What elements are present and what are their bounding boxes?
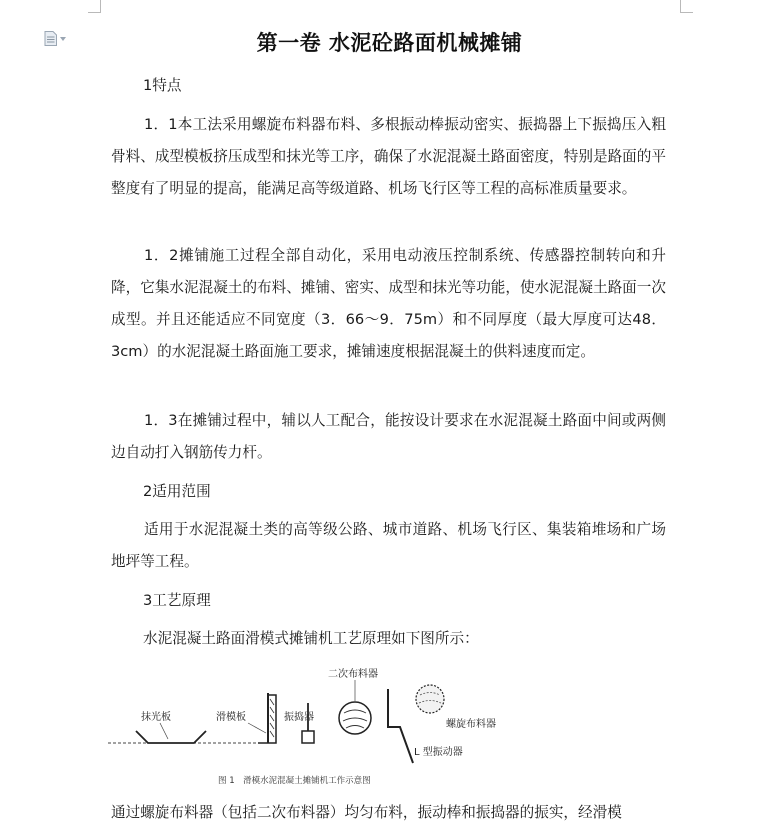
process-diagram [108, 663, 548, 788]
paragraph-3: 水泥混凝土路面滑模式摊铺机工艺原理如下图所示： [143, 630, 479, 647]
crop-mark-left [88, 0, 101, 13]
paragraph-2: 适用于水泥混凝土类的高等级公路、城市道路、机场飞行区、集装箱堆场和广场地坪等工程。 [111, 521, 666, 570]
heading-1: 1特点 [143, 77, 182, 94]
tamper-shape [302, 731, 314, 743]
heading-2: 2适用范围 [143, 483, 211, 500]
document-title: 第一卷 水泥砼路面机械摊铺 [256, 31, 523, 55]
paragraph-last: 通过螺旋布料器（包括二次布料器）均匀布料，振动棒和振捣器的振实，经滑模 [111, 804, 622, 821]
paragraph-1-2: 1．2摊铺施工过程全部自动化，采用电动液压控制系统、传感器控制转向和升降，它集水泥混凝土的布料、摊铺、密实、成型和抹光等功能，使水泥混凝土路面一次成型。并且还能适应不同宽度（3．66～9．75m）和不同厚度（最大厚度可达48．3cm）的水泥混凝土路面施工要求，摊铺速度根据混凝土的供料速度而定。 [111, 247, 666, 360]
paragraph-1-1: 1．1本工法采用螺旋布料器布料、多根振动棒振动密实、振捣器上下振捣压入粗骨料、成型模板挤压成型和抹光等工序，确保了水泥混凝土路面密度，特别是路面的平整度有了明显的提高，能满足高等级道路、机场飞行区等工程的高标准质量要求。 [111, 116, 666, 197]
trowel-plate-shape [136, 731, 206, 743]
label-trowel: 抹光板 [141, 712, 171, 723]
l-vibrator-shape [388, 689, 413, 763]
heading-3: 3工艺原理 [143, 592, 211, 609]
figure-caption: 图 1 滑模水泥混凝土摊铺机工作示意图 [218, 776, 371, 786]
label-spiral-spreader: 螺旋布料器 [446, 719, 496, 730]
label-tamper: 振捣器 [284, 712, 314, 723]
paragraph-1-3: 1．3在摊铺过程中，辅以人工配合，能按设计要求在水泥混凝土路面中间或两侧边自动打入钢筋传力杆。 [111, 412, 666, 461]
label-slipform: 滑模板 [216, 712, 246, 723]
crop-mark-right [680, 0, 693, 13]
label-secondary-spreader: 二次布料器 [328, 669, 378, 680]
spiral-spreader-shape [416, 685, 444, 713]
label-l-vibrator: L 型振动器 [414, 747, 463, 758]
